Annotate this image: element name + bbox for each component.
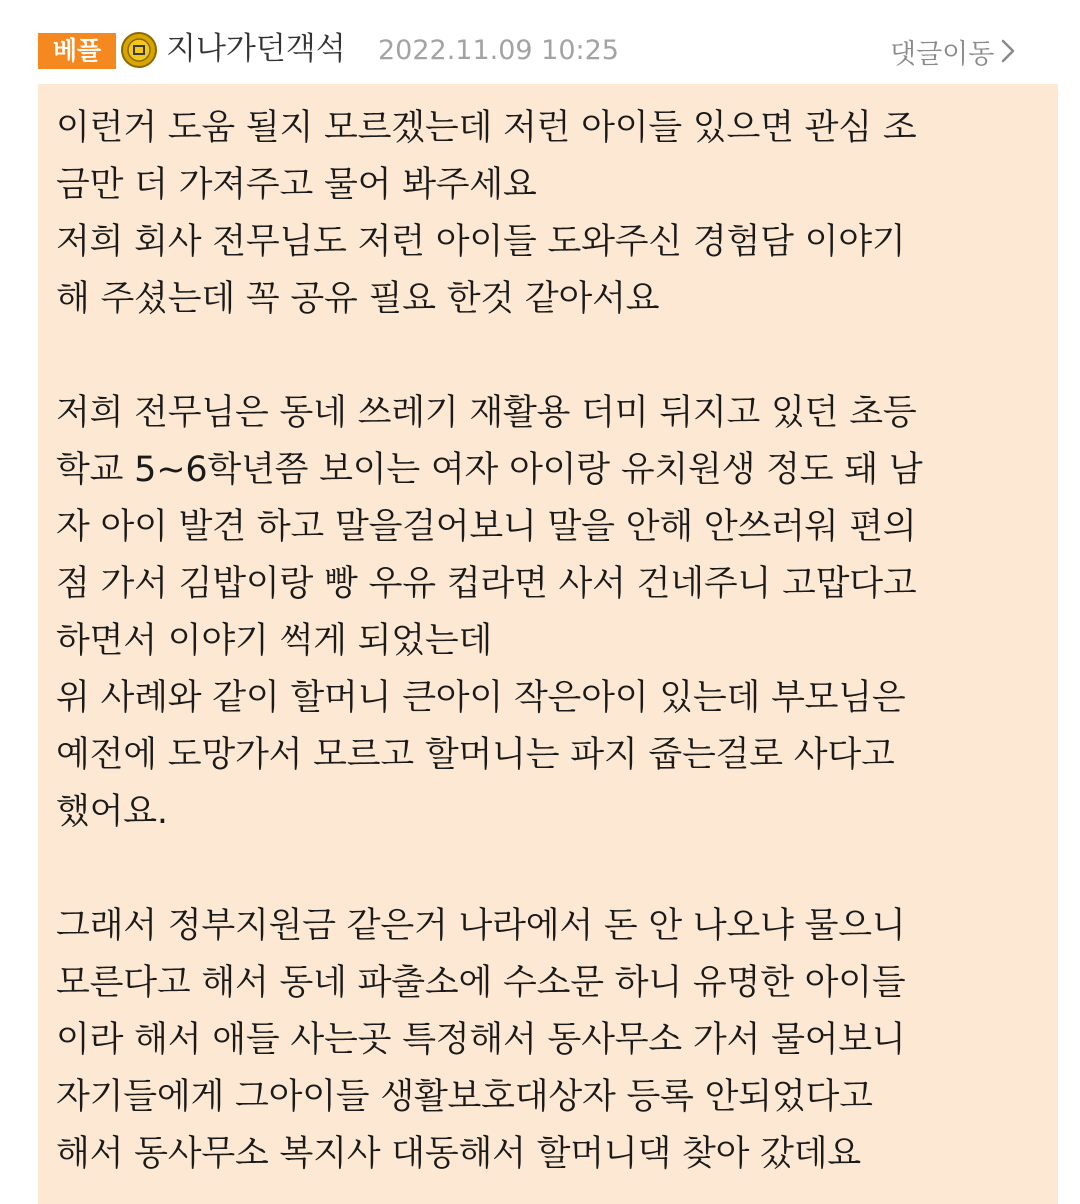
- reply-line: 자기들에게 그아이들 생활보호대상자 등록 안되었다고: [56, 1077, 873, 1117]
- go-to-comment-label: 댓글이동: [890, 38, 995, 70]
- author-name[interactable]: 지나가던객석: [166, 31, 346, 67]
- level-medal-icon: [120, 31, 158, 69]
- reply-line: 해 주셨는데 꼭 공유 필요 한것 같아서요: [56, 279, 660, 319]
- reply-line: 금만 더 가져주고 물어 봐주세요: [56, 165, 537, 205]
- reply-line: 저희 회사 전무님도 저런 아이들 도와주신 경험담 이야기: [56, 222, 906, 262]
- reply-line: 학교 5~6학년쯤 보이는 여자 아이랑 유치원생 정도 돼 남: [56, 450, 923, 490]
- reply-blank-line: [56, 328, 1056, 385]
- chevron-right-icon: [1000, 37, 1016, 65]
- reply-line: 이라 해서 애들 사는곳 특정해서 동사무소 가서 물어보니: [56, 1020, 906, 1060]
- reply-line: 예전에 도망가서 모르고 할머니는 파지 줍는걸로 사다고: [56, 735, 895, 775]
- reply-line: 했어요.: [56, 792, 168, 832]
- post-datetime: 2022.11.09 10:25: [378, 35, 619, 66]
- go-to-comment-link[interactable]: [890, 30, 1016, 72]
- reply-line: 점 가서 김밥이랑 빵 우유 컵라면 사서 건네주니 고맙다고: [56, 564, 917, 604]
- reply-line: 위 사례와 같이 할머니 큰아이 작은아이 있는데 부모님은: [56, 678, 906, 718]
- reply-line: 그래서 정부지원금 같은거 나라에서 돈 안 나오냐 물으니: [56, 906, 906, 946]
- reply-line: 저희 전무님은 동네 쓰레기 재활용 더미 뒤지고 있던 초등: [56, 393, 917, 433]
- reply-line: 이런거 도움 될지 모르겠는데 저런 아이들 있으면 관심 조: [56, 108, 917, 148]
- reply-line: 모른다고 해서 동네 파출소에 수소문 하니 유명한 아이들: [56, 963, 906, 1003]
- reply-line: 하면서 이야기 썩게 되었는데: [56, 621, 493, 661]
- reply-content-box: [38, 84, 1058, 1204]
- reply-line: 자 아이 발견 하고 말을걸어보니 말을 안해 안쓰러워 편의: [56, 507, 917, 547]
- reply-line: 해서 동사무소 복지사 대동해서 할머니댁 찾아 갔데요: [56, 1134, 861, 1174]
- reply-body: [56, 100, 1056, 1183]
- post-header: [0, 0, 1080, 84]
- reply-blank-line: [56, 841, 1056, 898]
- best-reply-badge: 베플: [38, 33, 116, 69]
